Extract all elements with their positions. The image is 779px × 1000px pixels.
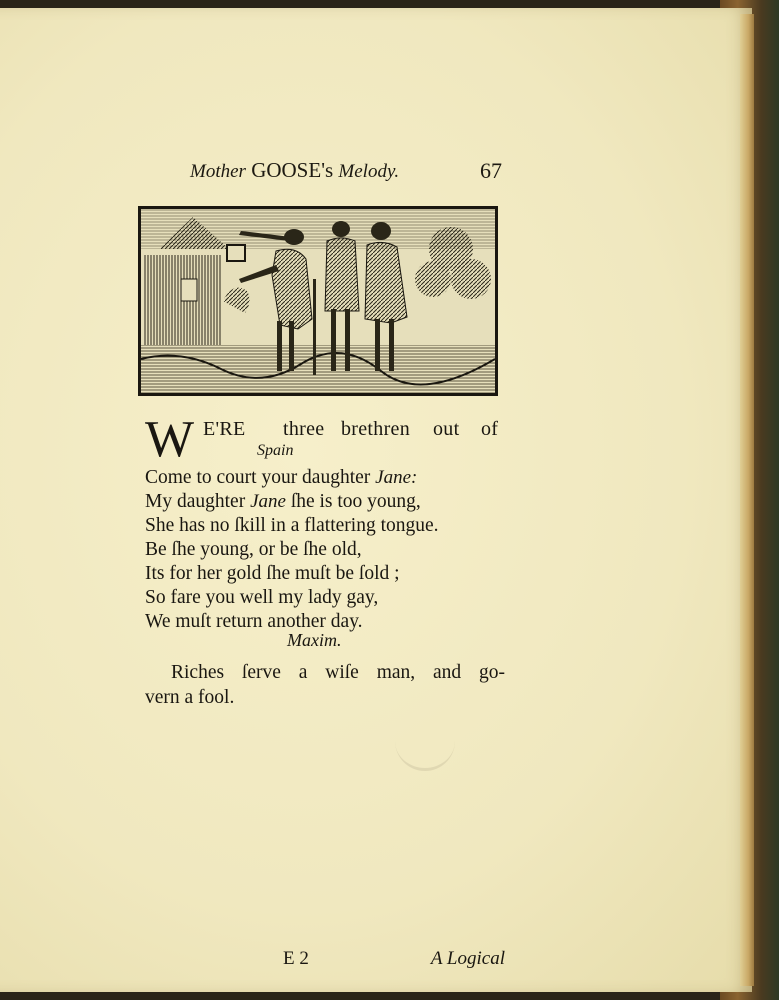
verse-line <box>145 466 505 490</box>
first-line-word-4: out <box>433 418 460 440</box>
verse-turnover: Spain <box>257 442 294 459</box>
catchword: A Logical <box>430 948 505 969</box>
verse-line-italic: Jane <box>250 491 286 512</box>
verse-line: She has no ſkill in a flattering tongue. <box>145 515 439 536</box>
running-head-title <box>190 158 399 183</box>
verse-line-text: My daughter <box>145 491 251 512</box>
verse-line: Its for her gold ſhe muſt be ſold ; <box>145 563 400 584</box>
verse-lines <box>145 466 505 634</box>
verse-line-after: ſhe is too young, <box>285 491 421 512</box>
book-page <box>0 8 752 992</box>
signature-mark: E 2 <box>283 948 309 969</box>
maxim-heading: Maxim. <box>287 630 342 650</box>
catchline <box>283 946 505 972</box>
first-line-word-3: brethren <box>341 418 411 440</box>
first-line-word-2: three <box>283 418 325 440</box>
running-head <box>190 158 502 186</box>
page-number: 67 <box>480 158 502 183</box>
verse-line <box>145 490 505 514</box>
running-head-mother: Mother <box>190 161 246 182</box>
verse-line-text: Come to court your daughter <box>145 467 376 488</box>
running-head-melody: Melody. <box>338 161 400 182</box>
verse-line: So fare you well my lady gay, <box>145 587 379 608</box>
first-line-word-1: E'RE <box>203 418 246 440</box>
maxim-line-1: Riches ſerve a wiſe man, and go- <box>171 662 505 683</box>
verse-line: Be ſhe young, or be ſhe old, <box>145 539 362 560</box>
first-line-word-5: of <box>481 418 499 440</box>
show-through-mark <box>395 738 455 771</box>
woodcut-three-men-icon <box>138 206 498 396</box>
running-head-goose: GOOSE's <box>251 158 334 182</box>
maxim-line-2: vern a fool. <box>145 687 235 708</box>
page-edge <box>740 14 754 986</box>
verse-line: We muſt return another day. <box>145 611 363 632</box>
drop-cap: W <box>145 411 195 468</box>
verse-line-italic: Jane: <box>375 467 418 488</box>
maxim-text <box>145 660 505 969</box>
